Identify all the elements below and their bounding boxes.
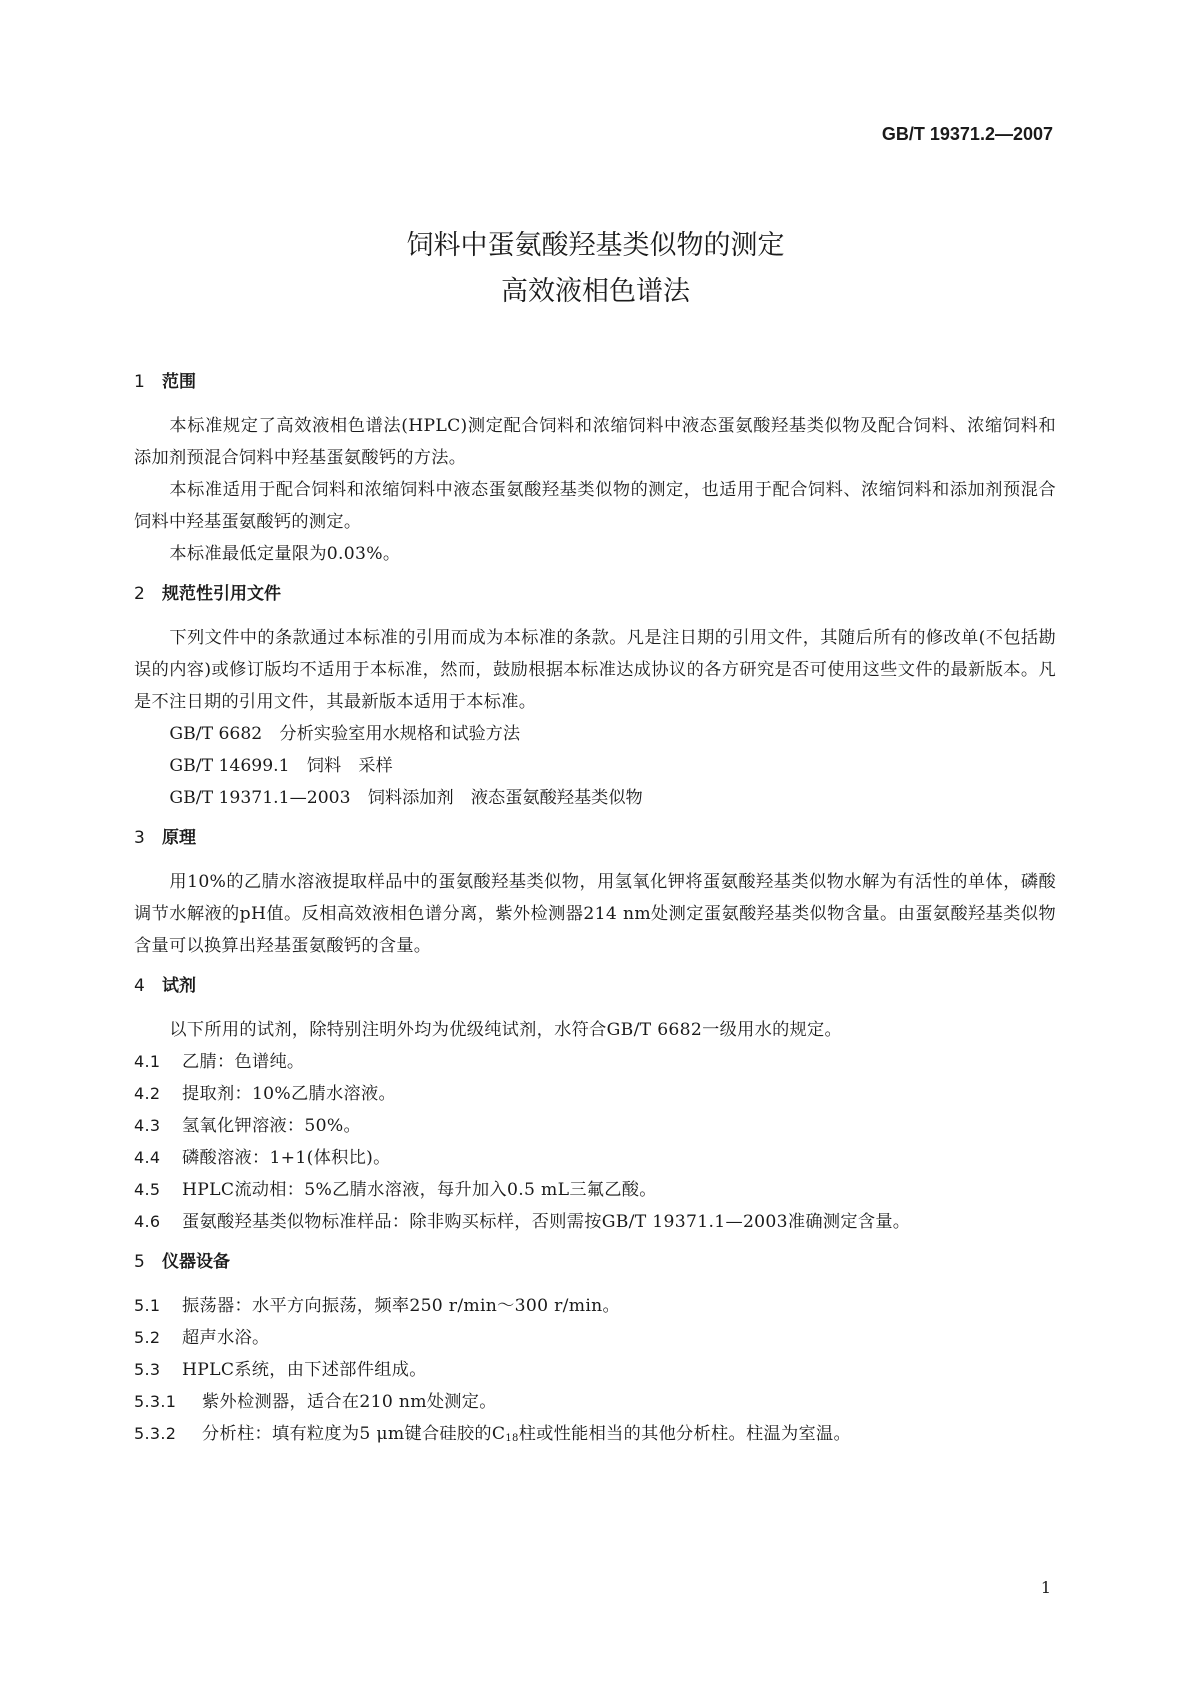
section-title: 仪器设备 <box>162 1252 230 1272</box>
list-item: 5.2 超声水浴。 <box>134 1328 270 1348</box>
section-heading-3 <box>134 826 1056 850</box>
section-number: 3 <box>134 828 145 848</box>
list-item: 4.2 提取剂：10%乙腈水溶液。 <box>134 1084 396 1104</box>
paragraph: 下列文件中的条款通过本标准的引用而成为本标准的条款。凡是注日期的引用文件，其随后所有的修改单(不包括勘误的内容)或修订版均不适用于本标准，然而，鼓励根据本标准达成协议的各方研究是否可使用这些文件的最新版本。凡是不注日期的引用文件，其最新版本适用于本标准。 <box>134 628 1056 712</box>
list-item: 5.3.1 紫外检测器，适合在210 nm处测定。 <box>134 1392 497 1412</box>
title-line-2: 高效液相色谱法 <box>501 276 690 307</box>
section-heading-5 <box>134 1250 1056 1274</box>
document-title <box>0 223 1191 315</box>
section-number: 1 <box>134 372 145 392</box>
list-item: 4.1 乙腈：色谱纯。 <box>134 1052 305 1072</box>
list-item: 5.3.2 分析柱：填有粒度为5 μm键合硅胶的$C_{18}$柱或性能相当的其他分析柱。柱温为室温。 <box>134 1424 851 1444</box>
paragraph: 以下所用的试剂，除特别注明外均为优级纯试剂，水符合GB/T 6682一级用水的规定。 <box>169 1020 843 1040</box>
section-heading-1 <box>134 370 1056 394</box>
section-heading-4 <box>134 974 1056 998</box>
page-number: 1 <box>1040 1578 1051 1597</box>
section-title: 规范性引用文件 <box>162 584 281 604</box>
normative-reference: GB/T 14699.1 饲料 采样 <box>169 756 393 776</box>
list-item: 5.3 HPLC系统，由下述部件组成。 <box>134 1360 427 1380</box>
title-line-1: 饲料中蛋氨酸羟基类似物的测定 <box>406 230 785 261</box>
list-item: 4.5 HPLC流动相：5%乙腈水溶液，每升加入0.5 mL三氟乙酸。 <box>134 1180 657 1200</box>
section-title: 试剂 <box>162 976 196 996</box>
list-item: 4.4 磷酸溶液：1+1(体积比)。 <box>134 1148 391 1168</box>
paragraph: 本标准规定了高效液相色谱法(HPLC)测定配合饲料和浓缩饲料中液态蛋氨酸羟基类似物及配合饲料、浓缩饲料和添加剂预混合饲料中羟基蛋氨酸钙的方法。 <box>134 416 1056 468</box>
section-number: 2 <box>134 584 145 604</box>
normative-reference: GB/T 6682 分析实验室用水规格和试验方法 <box>169 724 521 744</box>
standard-code: GB/T 19371.2—2007 <box>881 124 1053 144</box>
paragraph: 用10%的乙腈水溶液提取样品中的蛋氨酸羟基类似物，用氢氧化钾将蛋氨酸羟基类似物水解为有活性的单体，磷酸调节水解液的pH值。反相高效液相色谱分离，紫外检测器214 nm处测定蛋氨酸羟基类似物含量。由蛋氨酸羟基类似物含量可以换算出羟基蛋氨酸钙的含量。 <box>134 872 1056 956</box>
list-item: 4.6 蛋氨酸羟基类似物标准样品：除非购买标样，否则需按GB/T 19371.1—2003准确测定含量。 <box>134 1212 911 1232</box>
section-number: 4 <box>134 976 145 996</box>
normative-reference: GB/T 19371.1—2003 饲料添加剂 液态蛋氨酸羟基类似物 <box>169 788 643 808</box>
paragraph: 本标准适用于配合饲料和浓缩饲料中液态蛋氨酸羟基类似物的测定，也适用于配合饲料、浓缩饲料和添加剂预混合饲料中羟基蛋氨酸钙的测定。 <box>134 480 1056 532</box>
section-title: 范围 <box>162 372 196 392</box>
paragraph: 本标准最低定量限为0.03%。 <box>169 544 401 564</box>
subscript: 18 <box>505 1433 519 1444</box>
section-number: 5 <box>134 1252 145 1272</box>
list-item: 4.3 氢氧化钾溶液：50%。 <box>134 1116 362 1136</box>
document-body <box>134 370 1056 1455</box>
section-heading-2 <box>134 582 1056 606</box>
section-title: 原理 <box>162 828 196 848</box>
list-item: 5.1 振荡器：水平方向振荡，频率250 r/min～300 r/min。 <box>134 1296 620 1316</box>
